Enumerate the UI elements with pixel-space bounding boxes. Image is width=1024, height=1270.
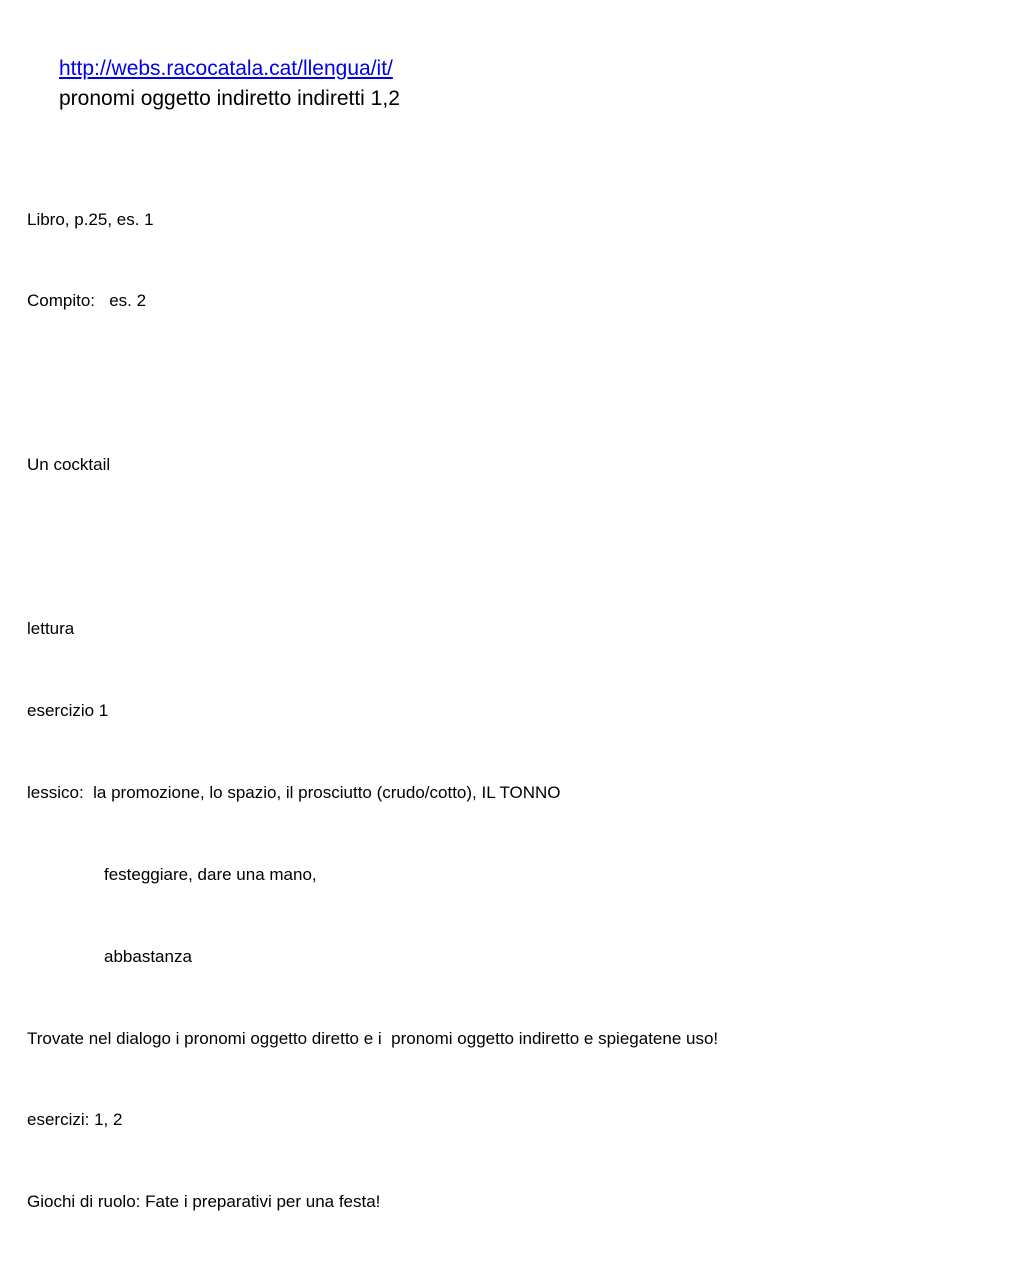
lettura-line: lettura (27, 619, 75, 639)
lessico-continuation-1: festeggiare, dare una mano, (104, 864, 317, 884)
libro-line: Libro, p.25, es. 1 (27, 209, 154, 229)
lesson-body (27, 151, 718, 1270)
giochi-line: Giochi di ruolo: Fate i preparativi per una festa! (27, 1192, 381, 1212)
lessico-line: lessico: la promozione, lo spazio, il prosciutto (crudo/cotto), IL TONNO (27, 782, 561, 802)
esercizio-line: esercizio 1 (27, 700, 109, 720)
spacer (27, 369, 718, 396)
spacer (27, 533, 718, 560)
esercizi-line: esercizi: 1, 2 (27, 1110, 123, 1130)
lessico-continuation-2: abbastanza (104, 946, 192, 966)
compito-line: Compito: es. 2 (27, 291, 147, 311)
trovate-line: Trovate nel dialogo i pronomi oggetto diretto e i pronomi oggetto indiretto e spiegatene uso! (27, 1028, 719, 1048)
cocktail-line: Un cocktail (27, 455, 111, 475)
topic-line: pronomi oggetto indiretto indiretti 1,2 (59, 87, 400, 110)
header-block (59, 54, 400, 114)
reference-link[interactable]: http://webs.racocatala.cat/llengua/it/ (59, 57, 393, 80)
